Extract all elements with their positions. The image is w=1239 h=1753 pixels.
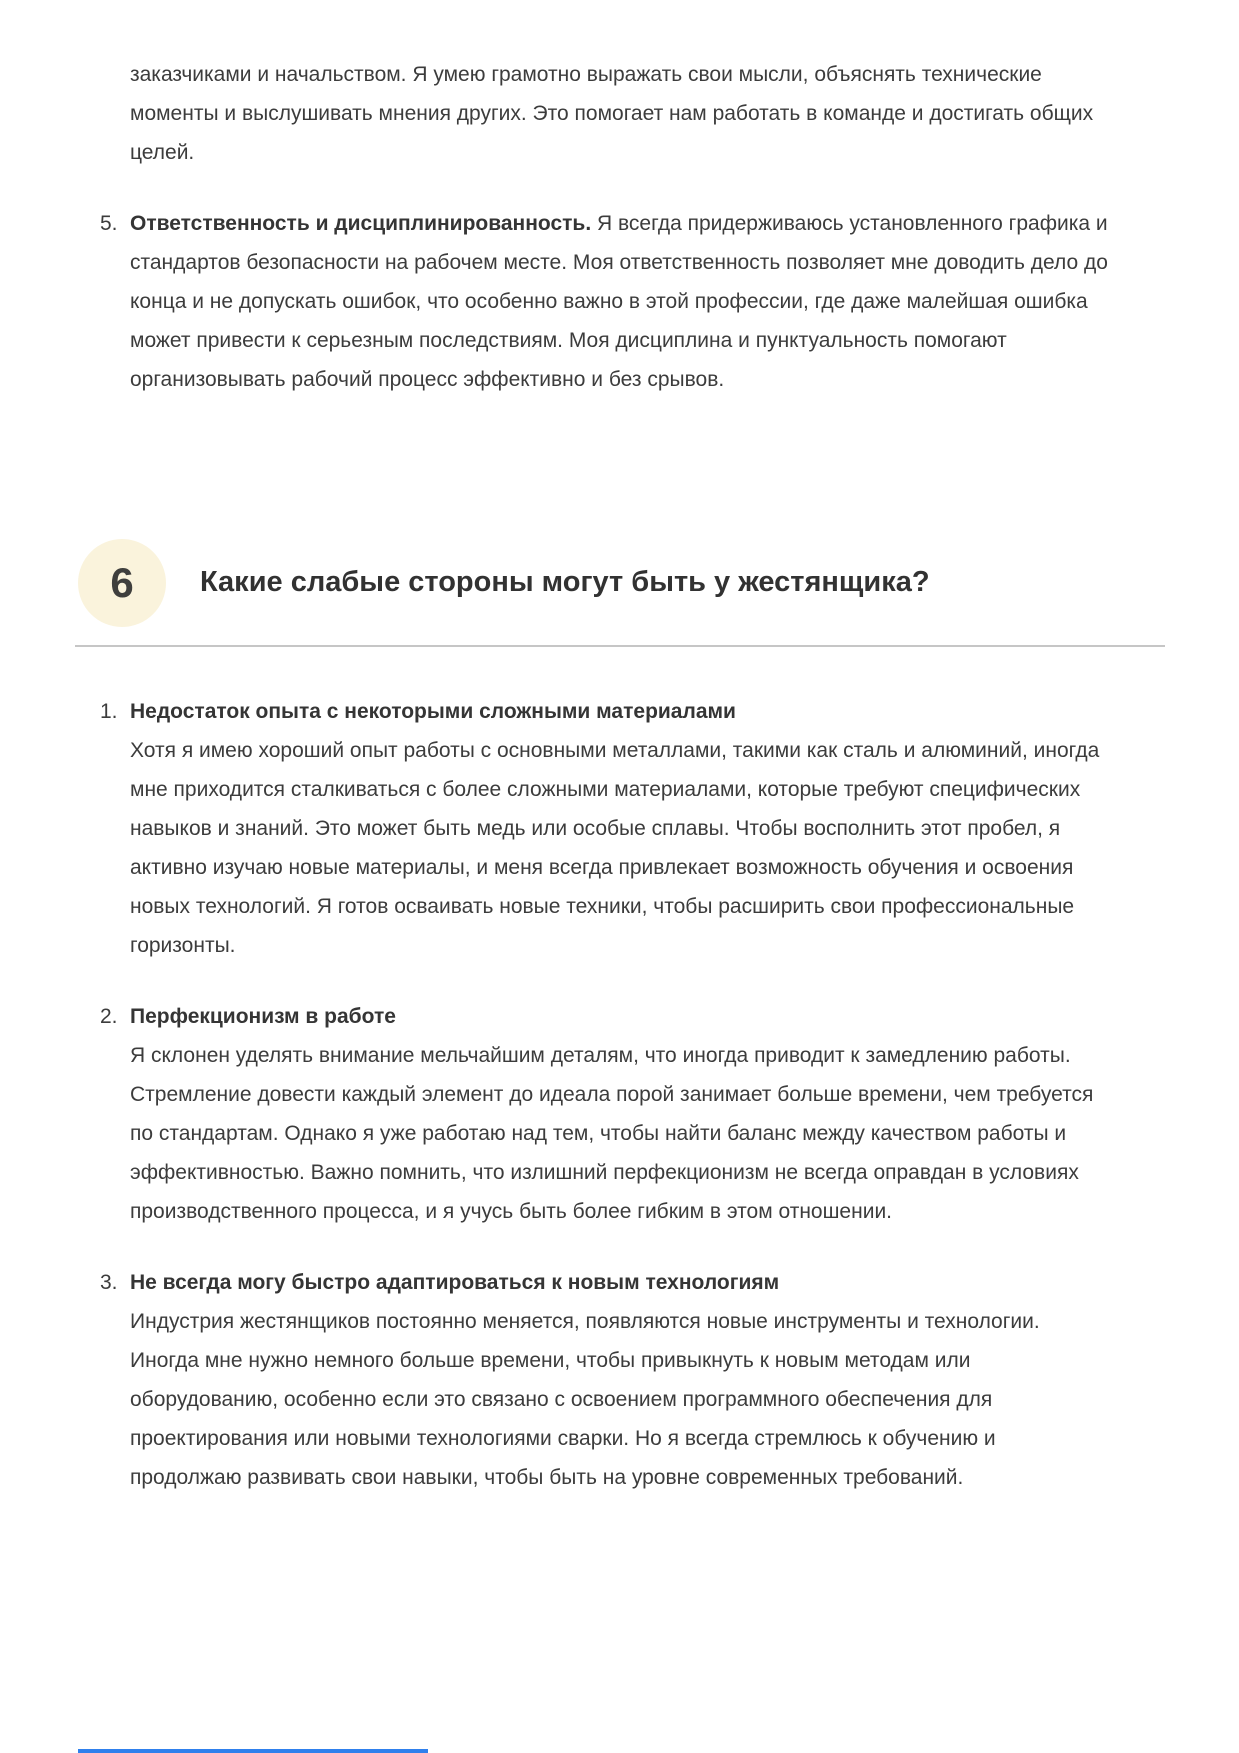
section-divider xyxy=(75,645,1165,647)
list-item-weakness-3 xyxy=(100,1263,1110,1497)
weakness-heading: Перфекционизм в работе xyxy=(130,1005,396,1028)
weakness-body: Хотя я имею хороший опыт работы с основными металлами, такими как сталь и алюминий, иногда мне приходится сталкиваться с более сложными материалами, которые требуют специфических навыков и знаний. Это может быть медь или особые сплавы. Чтобы восполнить этот пробел, я активно изучаю новые материалы, и меня всегда привлекает возможность обучения и освоения новых технологий. Я готов осваивать новые техники, чтобы расширить свои профессиональные горизонты. xyxy=(130,739,1100,957)
list-item-body: Я всегда придерживаюсь установленного графика и стандартов безопасности на рабочем месте. Моя ответственность позволяет мне доводить дело до конца и не допускать ошибок, что особенно важно в этой профессии, где даже малейшая ошибка может привести к серьезным последствиям. Моя дисциплина и пунктуальность помогают организовывать рабочий процесс эффективно и без срывов. xyxy=(130,212,1108,391)
section-header xyxy=(78,539,1110,627)
paragraph-continuation: заказчиками и начальством. Я умею грамотно выражать свои мысли, объяснять технические моменты и выслушивать мнения других. Это помогает нам работать в команде и достигать общих целей. xyxy=(130,63,1094,164)
list-item-heading: Ответственность и дисциплинированность. xyxy=(130,212,592,235)
weakness-heading: Недостаток опыта с некоторыми сложными материалами xyxy=(130,700,736,723)
weaknesses-list xyxy=(100,692,1110,1497)
weakness-body: Я склонен уделять внимание мельчайшим деталям, что иногда приводит к замедлению работы. Стремление довести каждый элемент до идеала порой занимает больше времени, чем требуется по стандартам. Однако я уже работаю над тем, чтобы найти баланс между качеством работы и эффективностью. Важно помнить, что излишний перфекционизм не всегда оправдан в условиях производственного процесса, и я учусь быть более гибким в этом отношении. xyxy=(130,1044,1094,1223)
weakness-body: Индустрия жестянщиков постоянно меняется, появляются новые инструменты и технологии. Иногда мне нужно немного больше времени, чтобы привыкнуть к новым методам или оборудованию, особенно если это связано с освоением программного обеспечения для проектирования или новыми технологиями сварки. Но я всегда стремлюсь к обучению и продолжаю развивать свои навыки, чтобы быть на уровне современных требований. xyxy=(130,1310,1040,1489)
list-item-text xyxy=(130,204,1110,399)
list-item-strength-5 xyxy=(100,204,1110,399)
list-marker: 2. xyxy=(100,1005,118,1028)
question-number-badge: 6 xyxy=(78,539,166,627)
list-marker: 1. xyxy=(100,700,118,723)
list-marker: 3. xyxy=(100,1271,118,1294)
list-marker: 5. xyxy=(100,212,118,235)
weakness-heading: Не всегда могу быстро адаптироваться к новым технологиям xyxy=(130,1271,780,1294)
list-item-weakness-2 xyxy=(100,997,1110,1231)
page-bottom-accent-bar xyxy=(78,1749,428,1753)
section-title: Какие слабые стороны могут быть у жестянщика? xyxy=(200,566,930,599)
list-item-weakness-1 xyxy=(100,692,1110,965)
